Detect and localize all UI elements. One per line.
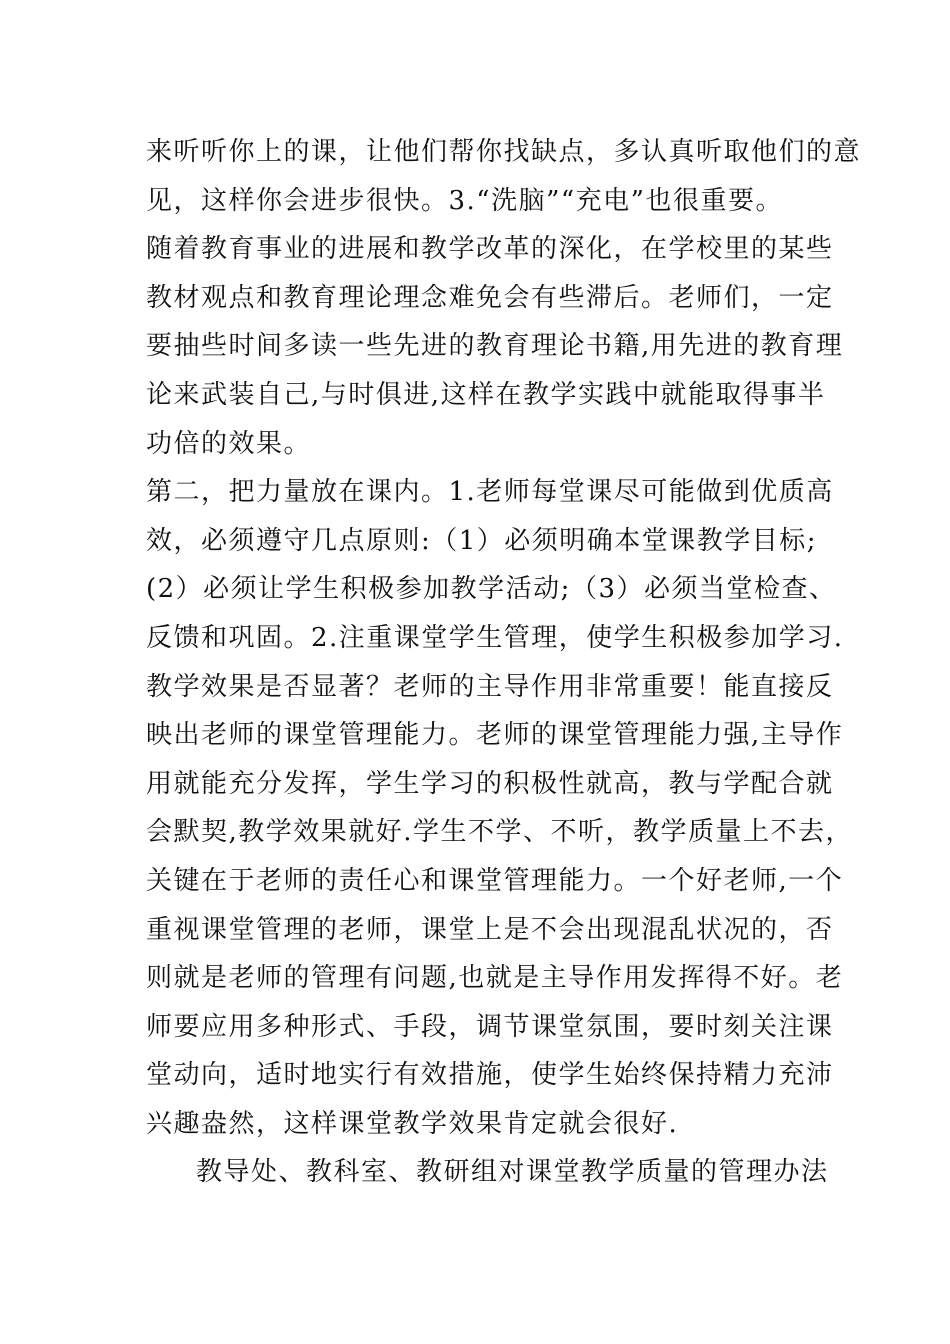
text-line: 教材观点和教育理论理念难免会有些滞后。老师们，一定 — [146, 282, 834, 313]
text-line: 教学效果是否显著？老师的主导作用非常重要！能直接反 — [146, 671, 834, 702]
text-line: 效，必须遵守几点原则:（1）必须明确本堂课教学目标; — [146, 525, 818, 556]
text-line: 随着教育事业的进展和教学改革的深化，在学校里的某些 — [146, 234, 834, 265]
text-line: 反馈和巩固。2.注重课堂学生管理，使学生积极参加学习. — [146, 622, 844, 653]
text-line: 用就能充分发挥，学生学习的积极性就高，教与学配合就 — [146, 768, 834, 799]
text-line: 兴趣盎然，这样课堂教学效果肯定就会很好. — [146, 1108, 679, 1139]
text-line: 则就是老师的管理有问题,也就是主导作用发挥得不好。老 — [146, 963, 844, 994]
text-line: 映出老师的课堂管理能力。老师的课堂管理能力强,主导作 — [146, 720, 844, 751]
body-text — [146, 128, 862, 1197]
text-line: 要抽些时间多读一些先进的教育理论书籍,用先进的教育理 — [146, 331, 844, 362]
text-line: 重视课堂管理的老师，课堂上是不会出现混乱状况的，否 — [146, 914, 834, 945]
text-line: 会默契,教学效果就好.学生不学、不听，教学质量上不去， — [146, 817, 854, 848]
text-line: 来听听你上的课，让他们帮你找缺点，多认真听取他们的意 — [146, 137, 862, 167]
text-line: 师要应用多种形式、手段，调节课堂氛围，要时刻关注课 — [146, 1011, 834, 1042]
text-line: 堂动向，适时地实行有效措施，使学生始终保持精力充沛 — [146, 1060, 834, 1091]
text-line: 第二，把力量放在课内。1.老师每堂课尽可能做到优质高 — [146, 477, 834, 508]
text-line: 见，这样你会进步很快。3.“洗脑”“充电”也很重要。 — [146, 185, 783, 216]
section-heading: 教导处、教科室、教研组对课堂教学质量的管理办法 — [196, 1157, 829, 1188]
text-line: (2）必须让学生积极参加教学活动;（3）必须当堂检查、 — [146, 574, 837, 605]
text-line: 功倍的效果。 — [146, 428, 312, 459]
text-line: 关键在于老师的责任心和课堂管理能力。一个好老师,一个 — [146, 865, 844, 896]
text-line: 论来武装自己,与时俱进,这样在教学实践中就能取得事半 — [146, 379, 826, 410]
